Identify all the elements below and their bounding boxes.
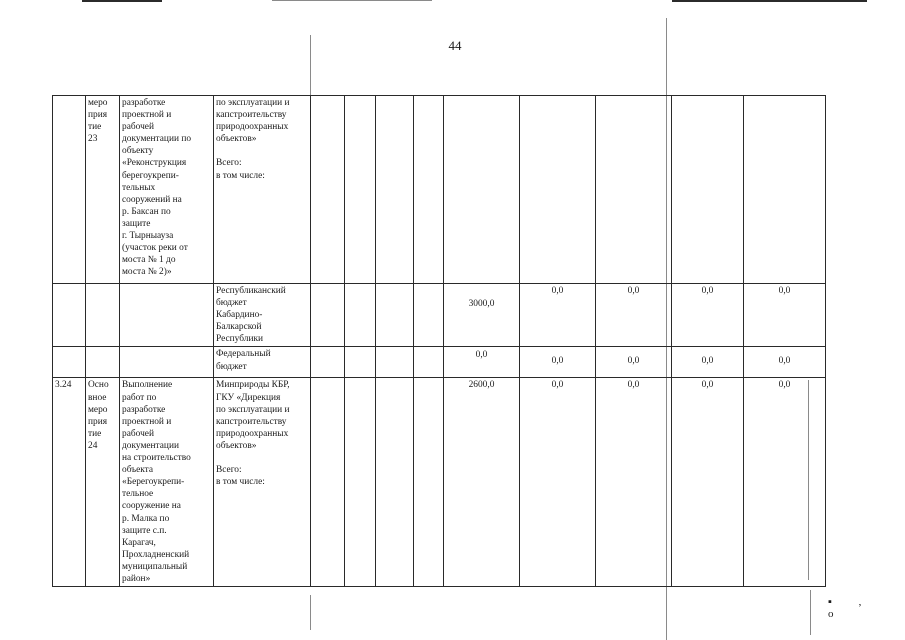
table-row (53, 347, 826, 378)
scan-artifact-top-mid (272, 0, 432, 1)
cell-name (120, 347, 214, 378)
cell-empty (311, 378, 345, 587)
scan-artifact-vertical-3 (310, 595, 311, 630)
cell-value (744, 96, 826, 284)
cell-no: 3.24 (53, 378, 86, 587)
cell-type (86, 347, 120, 378)
cell-empty (376, 96, 414, 284)
cell-name: Выполнение работ по разработке проектной и рабочей документации на строительство объекта «Берегоукрепи- тельное сооружение на р. Малка по защите с.п. Карагач, Прохладненский муниципальный район» (120, 378, 214, 587)
cell-value: 0,0 (672, 347, 744, 378)
cell-empty (414, 96, 444, 284)
cell-value: 0,0 (520, 347, 596, 378)
cell-no (53, 284, 86, 347)
cell-empty (345, 284, 376, 347)
cell-value: 3000,0 (444, 284, 520, 347)
table-row (53, 284, 826, 347)
scan-artifact-top-left (82, 0, 162, 2)
cell-empty (311, 347, 345, 378)
cell-type: Осно вное меро прия тие 24 (86, 378, 120, 587)
cell-value (520, 96, 596, 284)
scan-artifact-vertical-5 (810, 590, 811, 635)
cell-executor: Республиканский бюджет Кабардино- Балкарской Республики (214, 284, 311, 347)
table-row (53, 96, 826, 284)
cell-empty (345, 378, 376, 587)
cell-empty (345, 96, 376, 284)
measures-table (52, 95, 826, 587)
cell-value: 2600,0 (444, 378, 520, 587)
cell-value: 0,0 (596, 378, 672, 587)
cell-empty (376, 347, 414, 378)
cell-name: разработке проектной и рабочей документации по объекту «Реконструкция берегоукрепи- тельных сооружений на р. Баксан по защите г. Тырныауза (участок реки от моста № 1 до моста № 2)» (120, 96, 214, 284)
cell-type (86, 284, 120, 347)
cell-value: 0,0 (672, 284, 744, 347)
cell-value (596, 96, 672, 284)
table-row (53, 378, 826, 587)
cell-value (444, 96, 520, 284)
cell-executor: Минприроды КБР, ГКУ «Дирекция по эксплуатации и капстроительству природоохранных объектов» Всего: в том числе: (214, 378, 311, 587)
cell-name (120, 284, 214, 347)
cell-empty (311, 96, 345, 284)
scan-artifact-top-right (672, 0, 867, 2)
scan-artifact-vertical-2 (310, 35, 311, 95)
cell-empty (345, 347, 376, 378)
cell-empty (414, 378, 444, 587)
cell-executor: по эксплуатации и капстроительству природоохранных объектов» Всего: в том числе: (214, 96, 311, 284)
cell-empty (376, 284, 414, 347)
cell-empty (414, 347, 444, 378)
cell-value: 0,0 (744, 378, 826, 587)
cell-value: 0,0 (744, 284, 826, 347)
cell-value (672, 96, 744, 284)
cell-value: 0,0 (444, 347, 520, 378)
cell-value: 0,0 (520, 284, 596, 347)
cell-value: 0,0 (596, 284, 672, 347)
cell-value: 0,0 (520, 378, 596, 587)
cell-executor: Федеральный бюджет (214, 347, 311, 378)
cell-value: 0,0 (744, 347, 826, 378)
cell-no (53, 96, 86, 284)
cell-no (53, 347, 86, 378)
page-number: 44 (448, 38, 462, 53)
margin-marks: ▪ , o (828, 596, 874, 620)
cell-value: 0,0 (672, 378, 744, 587)
cell-value: 0,0 (596, 347, 672, 378)
cell-empty (376, 378, 414, 587)
cell-empty (414, 284, 444, 347)
cell-type: меро прия тие 23 (86, 96, 120, 284)
cell-empty (311, 284, 345, 347)
